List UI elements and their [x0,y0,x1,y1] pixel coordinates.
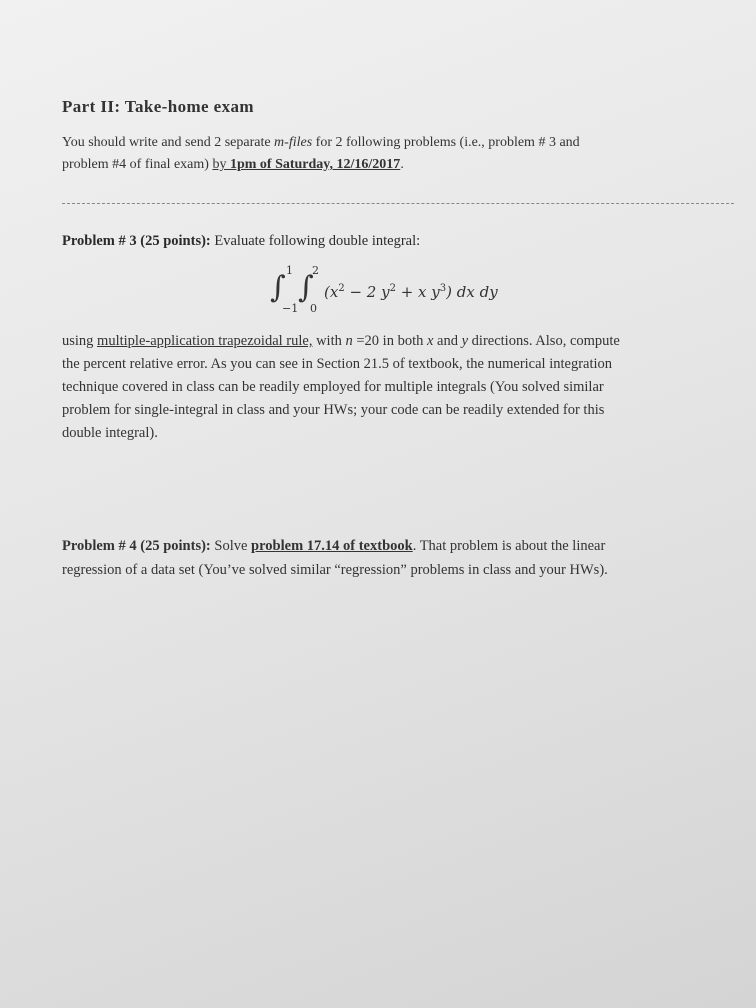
var-n: n [345,333,353,349]
intro-text: problem #4 of final exam) [62,157,213,172]
inner-integral-sign: ∫ [298,270,314,305]
section-heading: Part II: Take-home exam [62,97,254,116]
body-text: . That problem is about the linear [412,538,606,554]
method-name: multiple-application trapezoidal rule, [97,333,313,349]
deadline-prefix: by [212,157,230,172]
inner-lower-limit: 0 [310,302,317,315]
integrand-part: ) dx dy [446,283,498,301]
problem3-line-5: double integral). [62,425,158,441]
problem4-line-1 [62,538,605,555]
problem3-label: Problem # 3 (25 points): [62,233,211,249]
integrand-part: (x [324,283,339,301]
var-x: x [426,333,434,349]
deadline: 1pm of Saturday, 12/16/2017 [229,157,401,172]
exponent: 3 [439,283,447,294]
integrand-part: + x y [395,283,440,301]
problem3-line-1 [62,333,620,350]
problem3-line-4: problem for single-integral in class and your HWs; your code can be readily extended for this [62,402,605,418]
body-text: and [433,333,462,349]
problem4-line-2: regression of a data set (You’ve solved similar “regression” problems in class and your HWs). [62,562,608,578]
exponent: 2 [389,283,396,294]
problem3-line-3: technique covered in class can be readily employed for multiple integrals (You solved similar [62,379,604,395]
problem4-label: Problem # 4 (25 points): [62,538,211,554]
exponent: 2 [338,283,345,294]
body-text: using [62,333,98,349]
body-text: with [312,333,346,349]
intro-text: for 2 following problems (i.e., problem # 3 and [312,135,580,150]
problem3-line-2: the percent relative error. As you can see in Section 21.5 of textbook, the numerical integration [62,356,613,372]
integrand-part: − 2 y [344,283,390,301]
mfiles-term: m-files [274,135,313,150]
outer-integral-sign: ∫ [270,270,286,305]
var-y: y [461,333,469,349]
integrand [324,283,498,301]
textbook-problem-reference: problem 17.14 of textbook [251,538,413,554]
outer-lower-limit: −1 [282,302,299,315]
body-text: =20 in both [352,333,427,349]
intro-text: You should write and send 2 separate [62,135,275,150]
body-text: directions. Also, compute [468,333,620,349]
intro-line-2 [62,157,722,173]
intro-text: . [400,157,404,172]
double-integral [270,258,590,318]
problem3-header [62,233,420,250]
dashed-divider [62,203,734,204]
inner-upper-limit: 2 [312,264,319,277]
body-text: Solve [210,538,252,554]
outer-upper-limit: 1 [286,264,293,277]
problem3-prompt: Evaluate following double integral: [214,233,421,249]
intro-line-1 [62,135,722,151]
